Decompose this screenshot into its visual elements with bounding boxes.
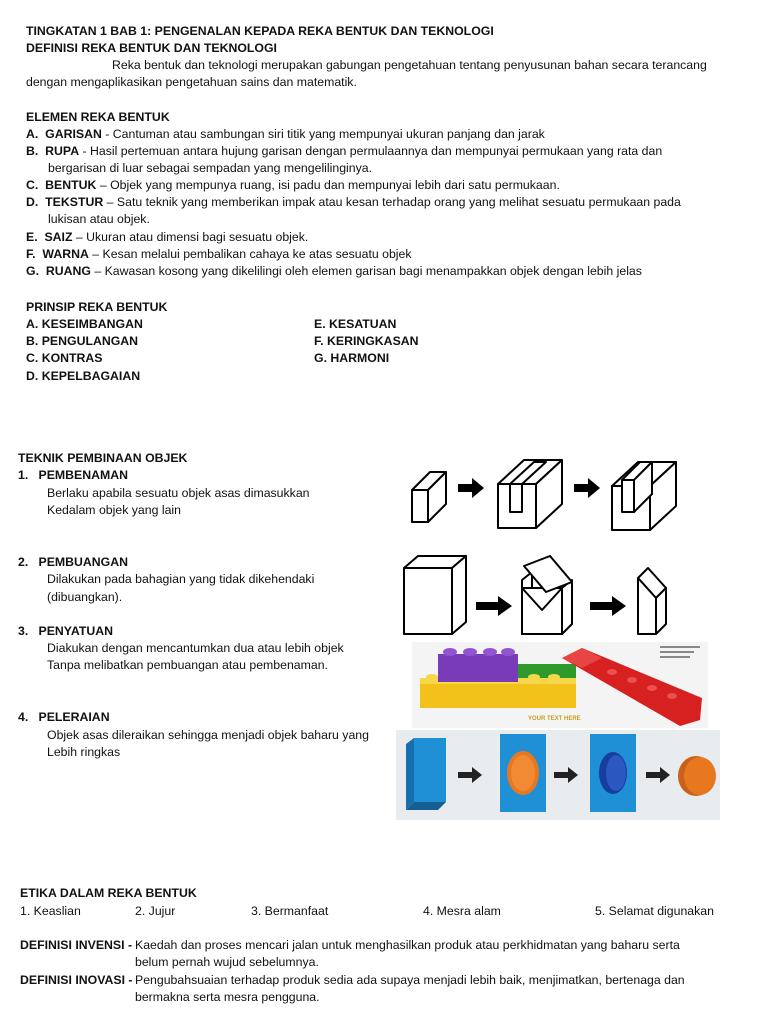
prinsip-item: A. KESEIMBANGAN: [26, 317, 143, 331]
invensi-label: DEFINISI INVENSI -: [20, 938, 133, 952]
prinsip-heading: PRINSIP REKA BENTUK: [26, 300, 168, 314]
teknik-item-line: Diakukan dengan mencantumkan dua atau lebih objek: [47, 641, 344, 655]
teknik-item-title: 4. PELERAIAN: [18, 710, 110, 724]
teknik-item-title: 1. PEMBENAMAN: [18, 468, 129, 482]
pembenaman-diagram: [400, 450, 720, 534]
elemen-item: F. WARNA – Kesan melalui pembalikan cahaya ke atas sesuatu objek: [26, 247, 412, 261]
teknik-item-line: Objek asas dileraikan sehingga menjadi objek baharu yang: [47, 728, 369, 742]
arrow-icon: [590, 596, 626, 616]
teknik-item-title: 2. PEMBUANGAN: [18, 555, 129, 569]
elemen-item-cont: lukisan atau objek.: [48, 212, 150, 226]
etika-heading: ETIKA DALAM REKA BENTUK: [20, 886, 197, 900]
inovasi-label: DEFINISI INOVASI -: [20, 973, 133, 987]
prinsip-item: D. KEPELBAGAIAN: [26, 369, 141, 383]
elemen-item: B. RUPA - Hasil pertemuan antara hujung garisan dengan permulaannya dan mempunyai permukaan yang rata dan: [26, 144, 663, 158]
elemen-item: A. GARISAN - Cantuman atau sambungan siri titik yang mempunyai ukuran panjang dan jarak: [26, 127, 545, 141]
etika-item: 5. Selamat digunakan: [595, 904, 714, 918]
elemen-item-cont: bergarisan di luar sebagai sempadan yang mengelilinginya.: [48, 161, 373, 175]
teknik-item-line: Kedalam objek yang lain: [47, 503, 181, 517]
arrow-icon: [574, 478, 600, 498]
etika-item: 4. Mesra alam: [423, 904, 501, 918]
etika-item: 3. Bermanfaat: [251, 904, 329, 918]
elemen-item: D. TEKSTUR – Satu teknik yang memberikan impak atau kesan terhadap orang yang melihat sesuatu permukaan pada: [26, 195, 681, 209]
pembuangan-diagram: [400, 552, 670, 642]
etika-item: 1. Keaslian: [20, 904, 81, 918]
penyatuan-lego-image: [412, 642, 708, 728]
teknik-item-line: Berlaku apabila sesuatu objek asas dimasukkan: [47, 486, 310, 500]
teknik-heading: TEKNIK PEMBINAAN OBJEK: [18, 451, 188, 465]
prinsip-item: C. KONTRAS: [26, 351, 103, 365]
prinsip-item: F. KERINGKASAN: [314, 334, 419, 348]
inovasi-line-2: bermakna serta mesra pengguna.: [135, 990, 320, 1004]
prinsip-item: E. KESATUAN: [314, 317, 397, 331]
teknik-item-title: 3. PENYATUAN: [18, 624, 113, 638]
elemen-heading: ELEMEN REKA BENTUK: [26, 110, 170, 124]
teknik-item-line: Lebih ringkas: [47, 745, 121, 759]
invensi-line-2: belum pernah wujud sebelumnya.: [135, 955, 319, 969]
definisi-heading: DEFINISI REKA BENTUK DAN TEKNOLOGI: [26, 41, 277, 55]
lego-caption: YOUR TEXT HERE: [528, 716, 581, 722]
teknik-item-line: (dibuangkan).: [47, 590, 123, 604]
prinsip-item: G. HARMONI: [314, 351, 390, 365]
teknik-item-line: Tanpa melibatkan pembuangan atau pembenaman.: [47, 658, 328, 672]
inovasi-line-1: Pengubahsuaian terhadap produk sedia ada supaya menjadi lebih baik, menjimatkan, bertenaga dan: [135, 973, 685, 987]
elemen-item: E. SAIZ – Ukuran atau dimensi bagi sesuatu objek.: [26, 230, 309, 244]
arrow-icon: [476, 596, 512, 616]
prinsip-item: B. PENGULANGAN: [26, 334, 139, 348]
elemen-item: C. BENTUK – Objek yang mempunya ruang, isi padu dan mempunyai lebih dari satu permukaan.: [26, 178, 560, 192]
teknik-item-line: Dilakukan pada bahagian yang tidak dikehendaki: [47, 572, 315, 586]
elemen-item: G. RUANG – Kawasan kosong yang dikelilingi oleh elemen garisan bagi menampakkan objek dengan lebih jelas: [26, 264, 642, 278]
definisi-line-2: dengan mengaplikasikan pengetahuan sains dan matematik.: [26, 75, 357, 89]
page-title: TINGKATAN 1 BAB 1: PENGENALAN KEPADA REKA BENTUK DAN TEKNOLOGI: [26, 24, 494, 38]
definisi-line-1: Reka bentuk dan teknologi merupakan gabungan pengetahuan tentang penyusunan bahan secara terancang: [112, 58, 707, 72]
arrow-icon: [458, 478, 484, 498]
peleraian-diagram: [396, 730, 720, 820]
invensi-line-1: Kaedah dan proses mencari jalan untuk menghasilkan produk atau perkhidmatan yang baharu serta: [135, 938, 680, 952]
etika-item: 2. Jujur: [135, 904, 176, 918]
